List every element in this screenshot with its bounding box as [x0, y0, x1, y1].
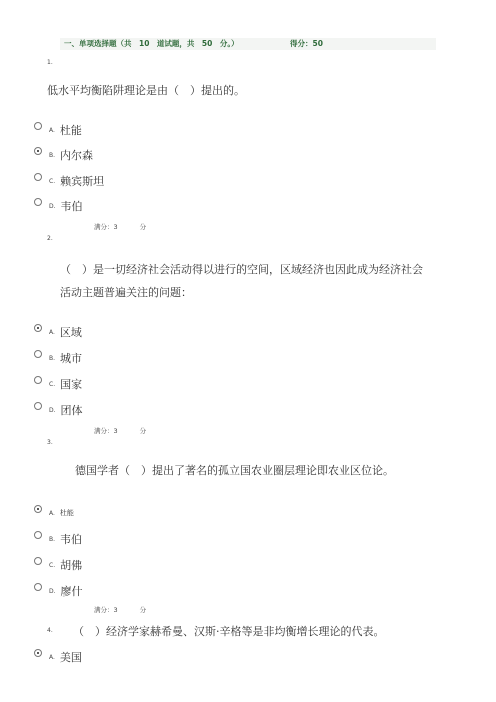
radio-button[interactable]: [34, 531, 42, 539]
question-number: 1.: [47, 59, 53, 66]
option-letter: A.: [49, 509, 55, 517]
score-unit: 分: [139, 427, 147, 435]
option-letter: C.: [49, 177, 56, 185]
question-text: 低水平均衡陷阱理论是由（ ）提出的。: [47, 84, 245, 97]
radio-button[interactable]: [34, 173, 42, 181]
option-letter: B.: [49, 354, 56, 362]
option-text: 胡佛: [60, 559, 83, 572]
score-label: 满分：3: [94, 223, 118, 231]
score-unit: 分: [139, 223, 147, 231]
option-c[interactable]: [34, 377, 82, 391]
option-text: 韦伯: [60, 533, 83, 546]
option-b[interactable]: [34, 351, 82, 365]
option-text: 城市: [60, 352, 83, 365]
radio-button-checked[interactable]: [34, 324, 42, 332]
option-a[interactable]: [34, 506, 74, 520]
option-text: 杜能: [59, 124, 82, 137]
question-text-line: （ ）是一切经济社会活动得以进行的空间，区域经济也因此成为经济社会: [60, 263, 423, 276]
score-unit: 分: [139, 606, 147, 614]
option-c[interactable]: [34, 174, 104, 188]
radio-button-checked[interactable]: [34, 505, 42, 513]
option-text: 赖宾斯坦: [60, 175, 105, 188]
option-text: 韦伯: [60, 200, 83, 213]
option-a[interactable]: [34, 325, 82, 339]
section-score: 得分：50: [290, 39, 323, 48]
option-text: 美国: [59, 651, 82, 664]
option-a[interactable]: [34, 650, 82, 664]
radio-button[interactable]: [34, 376, 42, 384]
question-score: [94, 426, 146, 435]
option-text: 团体: [60, 404, 83, 417]
question-score: [94, 605, 146, 614]
radio-button[interactable]: [34, 198, 42, 206]
option-letter: D.: [49, 202, 56, 210]
section-header: [60, 38, 436, 50]
option-letter: D.: [49, 406, 56, 414]
question-number: 2.: [47, 235, 53, 242]
radio-button[interactable]: [34, 122, 42, 130]
option-a[interactable]: [34, 123, 82, 137]
question-text: 德国学者（ ）提出了著名的孤立国农业圈层理论即农业区位论。: [75, 464, 394, 477]
option-text: 内尔森: [60, 149, 94, 162]
question-score: [94, 222, 146, 231]
option-b[interactable]: [34, 148, 93, 162]
radio-button-checked[interactable]: [34, 147, 42, 155]
question-number: 3.: [47, 439, 53, 446]
radio-button[interactable]: [34, 402, 42, 410]
option-letter: A.: [49, 126, 55, 134]
option-letter: C.: [49, 561, 56, 569]
section-title: 一、单项选择题（共 10 道试题，共 50 分。）: [64, 39, 239, 48]
option-text: 国家: [60, 378, 83, 391]
option-text: 廖什: [60, 585, 83, 598]
option-text: 区域: [59, 326, 82, 339]
option-letter: D.: [49, 587, 56, 595]
option-text: 杜能: [59, 509, 74, 517]
radio-button[interactable]: [34, 557, 42, 565]
option-letter: A.: [49, 328, 55, 336]
score-label: 满分：3: [94, 606, 118, 614]
option-letter: A.: [49, 653, 55, 661]
radio-button[interactable]: [34, 350, 42, 358]
radio-button[interactable]: [34, 583, 42, 591]
option-letter: B.: [49, 535, 56, 543]
option-letter: C.: [49, 380, 56, 388]
option-letter: B.: [49, 151, 56, 159]
option-d[interactable]: [34, 403, 83, 417]
question-number: 4.: [47, 627, 53, 634]
score-label: 满分：3: [94, 427, 118, 435]
question-text: [60, 258, 440, 304]
question-text: （ ）经济学家赫希曼、汉斯·辛格等是非均衡增长理论的代表。: [73, 625, 385, 638]
option-b[interactable]: [34, 532, 82, 546]
option-d[interactable]: [34, 584, 83, 598]
radio-button-checked[interactable]: [34, 649, 42, 657]
question-text-line: 活动主题普遍关注的问题：: [60, 286, 192, 299]
option-d[interactable]: [34, 199, 83, 213]
option-c[interactable]: [34, 558, 82, 572]
